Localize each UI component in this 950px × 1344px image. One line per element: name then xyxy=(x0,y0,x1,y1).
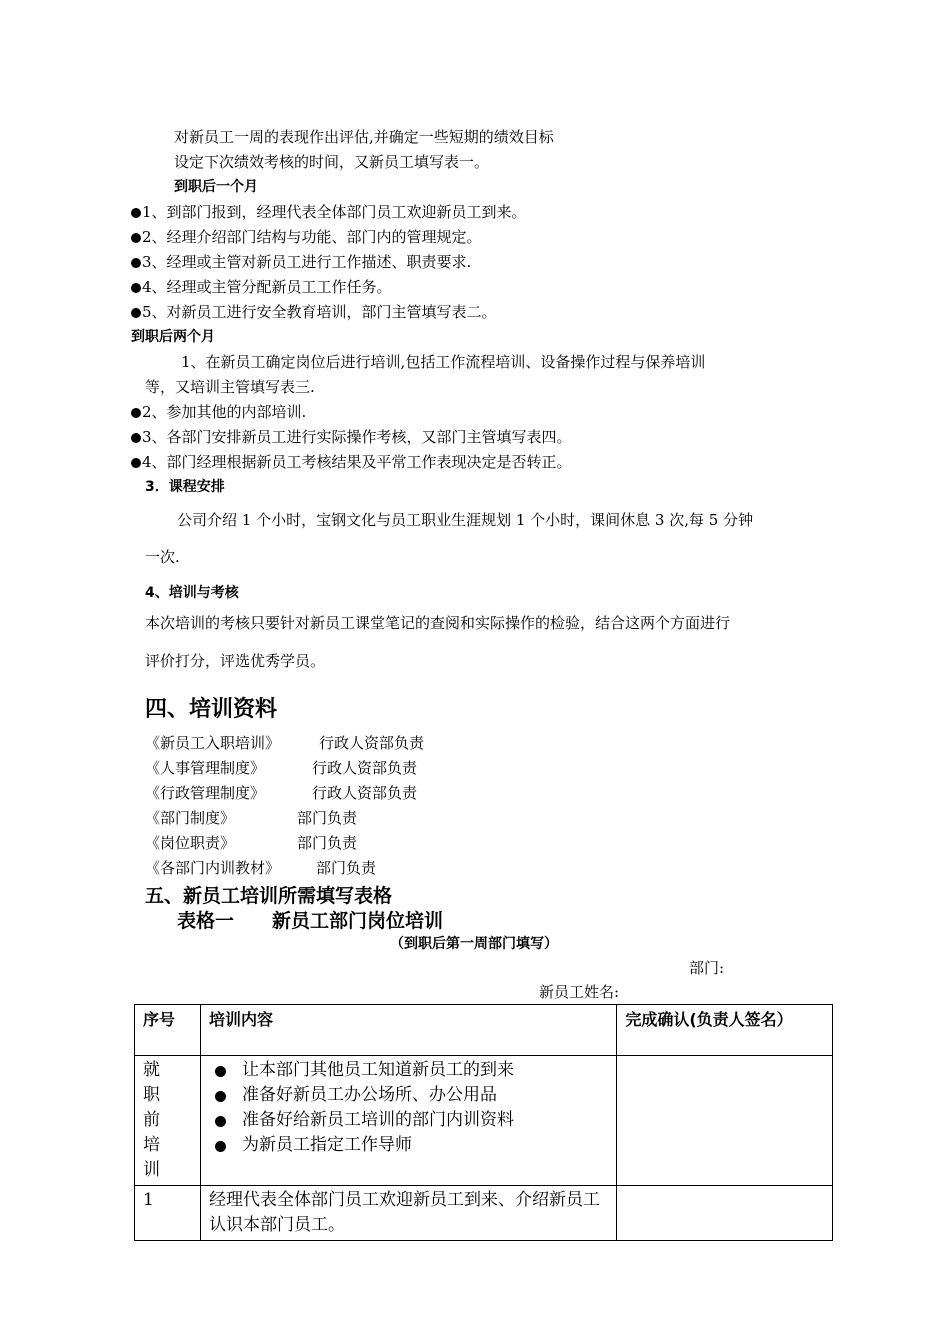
employee-name-label: 新员工姓名: xyxy=(539,983,620,1001)
list-item: 准备好给新员工培训的部门内训资料 xyxy=(209,1108,608,1133)
list-item: 为新员工指定工作导师 xyxy=(209,1133,608,1158)
month1-item: 2、经理介绍部门结构与功能、部门内的管理规定。 xyxy=(131,227,482,247)
forms-heading: 五、新员工培训所需填写表格 xyxy=(145,885,393,907)
training-table xyxy=(134,1004,833,1241)
assessment-heading: 4、培训与考核 xyxy=(145,585,239,601)
assessment-line-2: 评价打分，评选优秀学员。 xyxy=(145,652,326,670)
material-owner: 部门负责 xyxy=(297,809,358,827)
header-number: 序号 xyxy=(135,1005,201,1056)
bullet-icon xyxy=(131,233,141,243)
header-content: 培训内容 xyxy=(200,1005,616,1056)
schedule-line-1: 公司介绍 1 个小时，宝钢文化与员工职业生涯规划 1 个小时，课间休息 3 次,每 5 分钟 xyxy=(177,511,754,529)
schedule-line-2: 一次. xyxy=(145,548,180,566)
bullet-icon xyxy=(131,308,141,318)
material-name: 《人事管理制度》 xyxy=(145,759,266,777)
table-header-row xyxy=(135,1005,833,1056)
bullet-icon xyxy=(131,458,141,468)
department-label: 部门: xyxy=(689,959,725,977)
confirmation-cell[interactable] xyxy=(617,1056,833,1186)
month2-item: 3、各部门安排新员工进行实际操作考核，又部门主管填写表四。 xyxy=(131,427,572,447)
bullet-icon xyxy=(131,258,141,268)
material-name: 《各部门内训教材》 xyxy=(145,859,281,877)
list-item: 让本部门其他员工知道新员工的到来 xyxy=(209,1058,608,1083)
pre-training-label: 就 职 前 培 训 xyxy=(135,1056,201,1186)
bullet-icon xyxy=(131,208,141,218)
schedule-heading: 3．课程安排 xyxy=(145,479,225,495)
material-owner: 部门负责 xyxy=(316,859,377,877)
material-owner: 行政人资部负责 xyxy=(319,734,425,752)
bullet-icon xyxy=(215,1091,226,1102)
materials-heading: 四、培训资料 xyxy=(145,697,278,722)
month2-item1-line2: 等，又培训主管填写表三. xyxy=(145,378,315,396)
material-name: 《行政管理制度》 xyxy=(145,784,266,802)
table-row xyxy=(135,1186,833,1241)
table-row xyxy=(135,1056,833,1186)
month2-item: 2、参加其他的内部培训. xyxy=(131,402,306,422)
month1-item: 3、经理或主管对新员工进行工作描述、职责要求. xyxy=(131,252,471,272)
assessment-line-1: 本次培训的考核只要针对新员工课堂笔记的查阅和实际操作的检验，结合这两个方面进行 xyxy=(145,614,731,632)
row-content: 经理代表全体部门员工欢迎新员工到来、介绍新员工认识本部门员工。 xyxy=(200,1186,616,1241)
material-name: 《新员工入职培训》 xyxy=(145,734,281,752)
row-number: 1 xyxy=(135,1186,201,1241)
material-owner: 部门负责 xyxy=(297,834,358,852)
material-name: 《岗位职责》 xyxy=(145,834,236,852)
list-item: 准备好新员工办公场所、办公用品 xyxy=(209,1083,608,1108)
header-confirmation: 完成确认(负责人签名） xyxy=(617,1005,833,1056)
month1-item: 1、到部门报到，经理代表全体部门员工欢迎新员工到来。 xyxy=(131,202,527,222)
bullet-icon xyxy=(215,1066,226,1077)
intro-line-2: 设定下次绩效考核的时间，又新员工填写表一。 xyxy=(174,153,490,171)
intro-line-1: 对新员工一周的表现作出评估,并确定一些短期的绩效目标 xyxy=(174,128,554,146)
bullet-icon xyxy=(131,433,141,443)
month2-item: 4、部门经理根据新员工考核结果及平常工作表现决定是否转正。 xyxy=(131,452,572,472)
form1-title: 表格一 新员工部门岗位培训 xyxy=(177,910,444,932)
form1-subtitle: （到职后第一周部门填写） xyxy=(390,936,558,952)
pre-training-content xyxy=(200,1056,616,1186)
bullet-icon xyxy=(131,408,141,418)
bullet-icon xyxy=(215,1141,226,1152)
month1-item: 5、对新员工进行安全教育培训，部门主管填写表二。 xyxy=(131,302,497,322)
material-name: 《部门制度》 xyxy=(145,809,236,827)
material-owner: 行政人资部负责 xyxy=(312,784,418,802)
month2-heading: 到职后两个月 xyxy=(131,329,215,345)
material-owner: 行政人资部负责 xyxy=(312,759,418,777)
confirmation-cell[interactable] xyxy=(617,1186,833,1241)
month1-heading: 到职后一个月 xyxy=(174,179,258,195)
month2-item1-line1: 1、在新员工确定岗位后进行培训,包括工作流程培训、设备操作过程与保养培训 xyxy=(181,353,706,371)
bullet-icon xyxy=(131,283,141,293)
bullet-icon xyxy=(215,1116,226,1127)
month1-item: 4、经理或主管分配新员工工作任务。 xyxy=(131,277,392,297)
